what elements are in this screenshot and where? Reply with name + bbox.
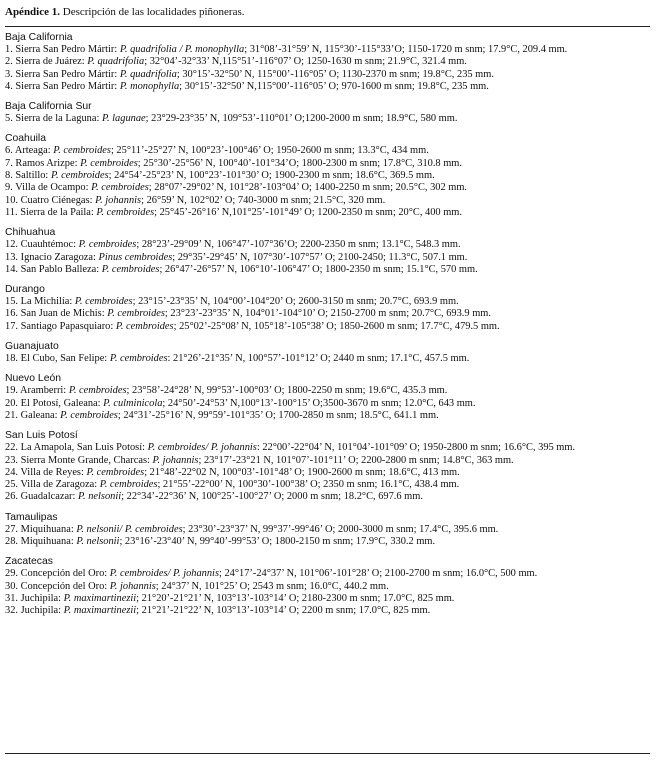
locality-details: ; 21°20’-21°21’ N, 103°13’-103°14’ O; 2180-2300 m snm; 17.0°C, 825 mm.: [136, 592, 455, 604]
locality-name: Galeana:: [20, 409, 58, 421]
region-heading: Baja California Sur: [5, 101, 92, 113]
locality-name: Sierra San Pedro Mártir:: [15, 68, 118, 80]
entry-number: 23.: [5, 454, 18, 466]
entry-number: 11.: [5, 206, 18, 218]
region-section: [5, 226, 650, 276]
region-heading: Coahuila: [5, 133, 47, 145]
appendix-title: [5, 6, 245, 19]
locality-entry: [5, 605, 650, 617]
locality-name: El Cubo, San Felipe:: [20, 353, 108, 365]
region-heading: Nuevo León: [5, 373, 62, 385]
locality-details: ; 24°54’-25°23’ N, 100°23’-101°30’ O; 1900-2300 m snm; 18.6°C, 369.5 mm.: [108, 170, 435, 182]
species-name: P. quadrifolia / P. monophylla: [119, 44, 245, 55]
appendix-title-text: Descripción de las localidades piñoneras.: [62, 6, 245, 18]
locality-name: Sierra de la Laguna:: [15, 113, 100, 125]
locality-entry: [5, 145, 650, 157]
locality-name: San Juan de Michis:: [20, 308, 105, 320]
entry-number: 27.: [5, 523, 18, 535]
locality-entry: [5, 385, 650, 397]
locality-details: ; 23°58’-24°28’ N, 99°53’-100°03’ O; 1800-2250 m snm; 19.6°C, 435.3 mm.: [126, 385, 448, 397]
locality-details: ; 25°30’-25°56’ N, 100°40’-101°34’O; 1800-2300 m snm; 17.8°C, 310.8 mm.: [137, 157, 462, 169]
species-name: P. monophylla: [119, 80, 180, 92]
locality-name: Juchipila:: [20, 605, 62, 617]
entry-number: 31.: [5, 592, 18, 604]
entry-number: 28.: [5, 536, 18, 548]
species-name: P. cembroides/ P. johannis: [109, 568, 219, 580]
bottom-rule: [5, 753, 650, 754]
locality-name: Miquihuana:: [20, 536, 74, 548]
region-section: [5, 132, 650, 219]
region-section: [5, 429, 650, 503]
locality-entry: [5, 182, 650, 194]
locality-entry: [5, 113, 650, 125]
locality-name: La Michilía:: [20, 296, 73, 308]
species-name: P. cembroides: [74, 296, 133, 308]
species-name: P. nelsonii: [78, 491, 122, 503]
entry-number: 29.: [5, 568, 18, 580]
entry-number: 7.: [5, 157, 13, 169]
entry-number: 17.: [5, 320, 18, 332]
species-name: P. cembroides: [68, 385, 127, 397]
locality-details: ; 28°07’-29°02’ N, 101°28’-103°04’ O; 1400-2250 m snm; 20.5°C, 302 mm.: [148, 182, 468, 194]
locality-details: ; 23°17’-23°21 N, 101°07’-101°11’ O; 2200-2800 m snm; 14.8°C, 363 mm.: [198, 454, 514, 466]
locality-details: ; 21°55’-22°00’ N, 100°30’-100°38’ O; 2350 m snm; 16.1°C, 438.4 mm.: [157, 479, 460, 491]
species-name: P. johannis: [109, 580, 156, 592]
locality-entry: [5, 239, 650, 251]
region-section: [5, 100, 650, 125]
entry-number: 24.: [5, 466, 18, 478]
region-heading: San Luis Potosí: [5, 430, 78, 442]
region-section: [5, 372, 650, 422]
top-rule: [5, 26, 650, 27]
locality-name: Sierra Monte Grande, Charcas:: [20, 454, 150, 466]
locality-name: Concepción del Oro:: [20, 568, 108, 580]
region-heading: Baja California: [5, 32, 73, 43]
locality-name: Aramberri:: [20, 385, 67, 397]
entry-number: 9.: [5, 182, 13, 194]
region-heading: Zacatecas: [5, 556, 53, 568]
species-name: P. cembroides: [78, 239, 137, 251]
locality-details: ; 32°04’-32°33’ N,115°51’-116°07’ O; 1250-1630 m snm; 21.9°C, 321.4 mm.: [144, 56, 467, 68]
entry-number: 13.: [5, 251, 18, 263]
entry-number: 1.: [5, 44, 13, 55]
species-name: P. lagunae: [101, 113, 146, 125]
locality-details: ; 21°48’-22°02 N, 100°03’-101°48’ O; 1900-2600 m snm; 18.6°C, 413 mm.: [144, 466, 460, 478]
species-name: P. cembroides: [96, 206, 155, 218]
locality-name: Juchipila:: [20, 592, 62, 604]
locality-entry: [5, 296, 650, 308]
entry-number: 20.: [5, 397, 18, 409]
entry-number: 4.: [5, 80, 13, 92]
region-section: [5, 340, 650, 365]
locality-details: ; 23°15’-23°35’ N, 104°00’-104°20’ O; 2600-3150 m snm; 20.7°C, 693.9 mm.: [132, 296, 459, 308]
species-name: P. cembroides: [80, 157, 138, 169]
region-section: [5, 283, 650, 333]
locality-details: ; 23°30’-23°37’ N, 99°37’-99°46’ O; 2000-3000 m snm; 17.4°C, 395.6 mm.: [182, 523, 499, 535]
locality-entry: [5, 467, 650, 479]
appendix-label: Apéndice 1.: [5, 6, 60, 18]
species-name: P. maximartinezii: [63, 605, 137, 617]
region-heading: Guanajuato: [5, 341, 59, 353]
entry-number: 6.: [5, 145, 13, 157]
locality-details: ; 28°23’-29°09’ N, 106°47’-107°36’O; 2200-2350 m snm; 13.1°C, 548.3 mm.: [136, 239, 461, 251]
species-name: P. quadrifolia: [87, 56, 145, 68]
locality-details: ; 25°02’-25°08’ N, 105°18’-105°38’ O; 1850-2600 m snm; 17.7°C, 479.5 mm.: [173, 320, 500, 332]
entry-number: 15.: [5, 296, 18, 308]
locality-entry: [5, 44, 650, 56]
entry-number: 12.: [5, 239, 18, 251]
locality-name: Sierra San Pedro Mártir:: [15, 80, 118, 92]
locality-entry: [5, 252, 650, 264]
locality-entry: [5, 81, 650, 93]
locality-details: ; 30°15’-32°50’ N,115°00’-116°05’ O; 970-1600 m snm; 19.8°C, 235 mm.: [179, 80, 489, 92]
region-section: [5, 31, 650, 93]
species-name: P. culminicola: [103, 397, 163, 409]
locality-name: Sierra de Juárez:: [15, 56, 85, 68]
region-section: [5, 511, 650, 549]
entry-number: 25.: [5, 479, 18, 491]
locality-name: Ignacio Zaragoza:: [20, 251, 96, 263]
locality-details: : 22°00’-22°04’ N, 101°04’-101°09’ O; 1950-2800 m snm; 16.6°C, 395 mm.: [256, 442, 576, 454]
entry-number: 8.: [5, 170, 13, 182]
entry-number: 19.: [5, 385, 18, 397]
entry-number: 22.: [5, 442, 18, 454]
locality-details: ; 25°45’-26°16’ N,101°25’-101°49’ O; 1200-2350 m snm; 20°C, 400 mm.: [154, 206, 462, 218]
locality-entry: [5, 69, 650, 81]
locality-name: La Amapola, San Luis Potosí:: [20, 442, 146, 454]
locality-entry: [5, 207, 650, 219]
locality-entry: [5, 536, 650, 548]
species-name: P. cembroides/ P. johannis: [147, 442, 257, 454]
species-name: P. nelsonii: [76, 536, 120, 548]
locality-name: Cuatro Ciénegas:: [20, 194, 93, 206]
locality-name: Concepción del Oro:: [20, 580, 108, 592]
region-section: [5, 555, 650, 617]
locality-details: ; 22°34’-22°36’ N, 100°25’-100°27’ O; 2000 m snm; 18.2°C, 697.6 mm.: [121, 491, 423, 503]
locality-name: Cuauhtémoc:: [20, 239, 77, 251]
locality-entry: [5, 568, 650, 580]
locality-details: ; 23°29-23°35’ N, 109°53’-110°01’ O;1200-2000 m snm; 18.9°C, 580 mm.: [145, 113, 458, 125]
locality-details: ; 26°47’-26°57’ N, 106°10’-106°47’ O; 1800-2350 m snm; 15.1°C, 570 mm.: [159, 263, 478, 275]
species-name: P. maximartinezii: [63, 592, 137, 604]
locality-name: Arteaga:: [14, 145, 51, 157]
locality-entry: [5, 581, 650, 593]
locality-details: ; 24°31’-25°16’ N, 99°59’-101°35’ O; 1700-2850 m snm; 18.5°C, 641.1 mm.: [117, 409, 439, 421]
entry-number: 30.: [5, 580, 18, 592]
locality-entry: [5, 170, 650, 182]
entry-number: 26.: [5, 491, 18, 503]
species-name: P. johannis: [152, 454, 199, 466]
locality-name: Saltillo:: [15, 170, 49, 182]
species-name: P. cembroides: [107, 308, 165, 320]
species-name: P. cembroides: [115, 320, 174, 332]
locality-name: San Pablo Balleza:: [20, 263, 100, 275]
locality-name: Villa de Zaragoza:: [20, 479, 98, 491]
locality-entry: [5, 308, 650, 320]
locality-details: : 21°26’-21°35’ N, 100°57’-101°12’ O; 2440 m snm; 17.1°C, 457.5 mm.: [167, 353, 470, 365]
locality-details: ; 24°17’-24°37’ N, 101°06’-101°28’ O; 2100-2700 m snm; 16.0°C, 500 mm.: [219, 568, 538, 580]
locality-entry: [5, 491, 650, 503]
locality-entry: [5, 410, 650, 422]
entry-number: 18.: [5, 353, 18, 365]
locality-details: ; 30°15’-32°50’ N, 115°00’-116°05’ O; 1130-2370 m snm; 19.8°C, 235 mm.: [176, 68, 494, 80]
locality-entry: [5, 398, 650, 410]
entry-number: 3.: [5, 68, 13, 80]
locality-details: ; 23°16’-23°40’ N, 99°40’-99°53’ O; 1800-2150 m snm; 17.9°C, 330.2 mm.: [119, 536, 436, 548]
entry-number: 21.: [5, 409, 18, 421]
locality-entry: [5, 442, 650, 454]
entry-number: 32.: [5, 605, 18, 617]
species-name: Pinus cembroides: [98, 251, 173, 263]
locality-entry: [5, 455, 650, 467]
locality-entry: [5, 56, 650, 68]
locality-entry: [5, 195, 650, 207]
species-name: P. quadrifolia: [119, 68, 177, 80]
locality-entry: [5, 321, 650, 333]
species-name: P. cembroides: [53, 145, 111, 157]
locality-name: Santiago Papasquiaro:: [20, 320, 114, 332]
locality-entry: [5, 264, 650, 276]
region-heading: Chihuahua: [5, 227, 56, 239]
locality-name: Miquihuana:: [20, 523, 74, 535]
locality-details: ; 23°23’-23°35’ N, 104°01’-104°10’ O; 2150-2700 m snm; 20.7°C, 693.9 mm.: [164, 308, 491, 320]
species-name: P. nelsonii/ P. cembroides: [76, 523, 183, 535]
region-heading: Durango: [5, 284, 45, 296]
species-name: P. cembroides: [99, 479, 158, 491]
species-name: P. cembroides: [86, 466, 145, 478]
species-name: P. cembroides: [60, 409, 118, 421]
region-heading: Tamaulipas: [5, 511, 58, 523]
locality-details: ; 24°50’-24°53’ N,100°13’-100°15’ O;3500-3670 m snm; 12.0°C, 643 mm.: [162, 397, 476, 409]
locality-entry: [5, 158, 650, 170]
locality-name: Sierra San Pedro Mártir:: [15, 44, 118, 55]
species-name: P. cembroides: [101, 263, 160, 275]
locality-name: El Potosí, Galeana:: [20, 397, 101, 409]
species-name: P. johannis: [95, 194, 142, 206]
locality-details: ; 31°08’-31°59’ N, 115°30’-115°33’O; 1150-1720 m snm; 17.9°C, 209.4 mm.: [244, 44, 568, 55]
entry-number: 14.: [5, 263, 18, 275]
locality-details: ; 26°59’ N, 102°02’ O; 740-3000 m snm; 21.5°C, 320 mm.: [141, 194, 386, 206]
locality-entry: [5, 593, 650, 605]
species-name: P. cembroides: [109, 353, 168, 365]
locality-name: Villa de Ocampo:: [15, 182, 89, 194]
locality-name: Sierra de la Paila:: [20, 206, 94, 218]
entry-number: 10.: [5, 194, 18, 206]
locality-name: Guadalcazar:: [20, 491, 76, 503]
locality-entry: [5, 479, 650, 491]
locality-details: ; 24°37’ N, 101°25’ O; 2543 m snm; 16.0°C, 440.2 mm.: [155, 580, 389, 592]
locality-entry: [5, 524, 650, 536]
locality-details: ; 21°21’-21°22’ N, 103°13’-103°14’ O; 2200 m snm; 17.0°C, 825 mm.: [136, 605, 431, 617]
locality-name: Villa de Reyes:: [20, 466, 84, 478]
entry-number: 5.: [5, 113, 13, 125]
species-name: P. cembroides: [50, 170, 109, 182]
locality-details: ; 29°35’-29°45’ N, 107°30’-107°57’ O; 2100-2450; 11.3°C, 507.1 mm.: [172, 251, 468, 263]
locality-entry: [5, 353, 650, 365]
entry-number: 16.: [5, 308, 18, 320]
entry-number: 2.: [5, 56, 13, 68]
locality-details: ; 25°11’-25°27’ N, 100°23’-100°46’ O; 1950-2600 m snm; 13.3°C, 434 mm.: [110, 145, 429, 157]
locality-name: Ramos Arizpe:: [15, 157, 78, 169]
species-name: P. cembroides: [91, 182, 149, 194]
locality-list: [5, 29, 650, 618]
